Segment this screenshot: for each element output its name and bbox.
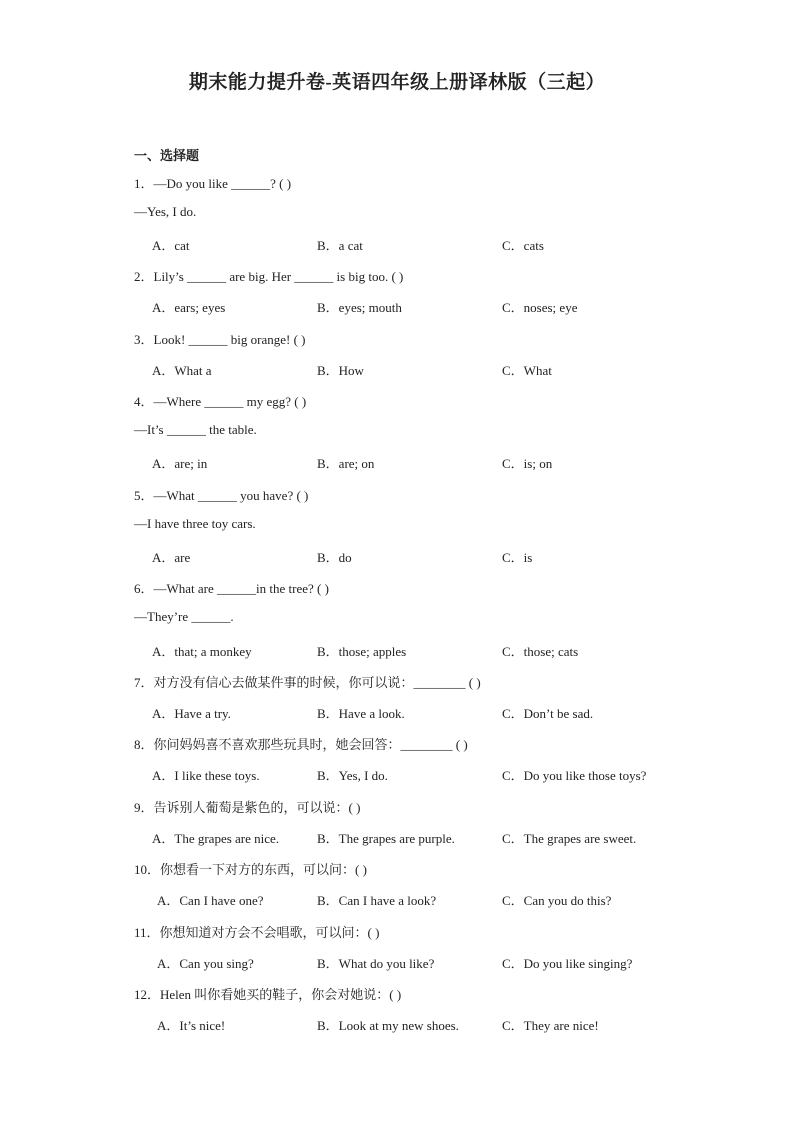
page-title: 期末能力提升卷-英语四年级上册译林版（三起） — [188, 72, 606, 93]
question-1-reply: —Yes, I do. — [134, 204, 197, 219]
q10-option-b[interactable]: B．Can I have a look? — [317, 893, 437, 908]
question-1: 1．—Do you like ______? ( ) — [134, 176, 292, 191]
question-6: 6．—What are ______in the tree? ( ) — [134, 581, 329, 596]
q5-option-a[interactable]: A．are — [152, 550, 191, 565]
q4-option-c[interactable]: C．is; on — [502, 456, 553, 471]
q9-option-c[interactable]: C．The grapes are sweet. — [502, 831, 637, 846]
q3-option-b[interactable]: B．How — [317, 363, 364, 378]
question-8: 8．你问妈妈喜不喜欢那些玩具时，她会回答：________ ( ) — [134, 737, 468, 752]
q10-option-c[interactable]: C．Can you do this? — [502, 893, 612, 908]
q12-option-b[interactable]: B．Look at my new shoes. — [317, 1018, 459, 1033]
q9-option-a[interactable]: A．The grapes are nice. — [152, 831, 280, 846]
q7-option-c[interactable]: C．Don’t be sad. — [502, 706, 594, 721]
q9-option-b[interactable]: B．The grapes are purple. — [317, 831, 455, 846]
question-3: 3．Look! ______ big orange! ( ) — [134, 332, 306, 347]
q1-option-a[interactable]: A．cat — [152, 238, 190, 253]
q11-option-b[interactable]: B．What do you like? — [317, 956, 435, 971]
q8-option-c[interactable]: C．Do you like those toys? — [502, 768, 647, 783]
q6-option-b[interactable]: B．those; apples — [317, 644, 407, 659]
q5-option-b[interactable]: B．do — [317, 550, 352, 565]
q2-option-b[interactable]: B．eyes; mouth — [317, 300, 402, 315]
question-4-reply: —It’s ______ the table. — [134, 422, 257, 437]
q7-option-b[interactable]: B．Have a look. — [317, 706, 405, 721]
q1-option-b[interactable]: B．a cat — [317, 238, 363, 253]
q4-option-b[interactable]: B．are; on — [317, 456, 375, 471]
q12-option-c[interactable]: C．They are nice! — [502, 1018, 599, 1033]
question-5-reply: —I have three toy cars. — [134, 516, 256, 531]
q3-option-a[interactable]: A．What a — [152, 363, 212, 378]
question-9: 9．告诉别人葡萄是紫色的，可以说：( ) — [134, 800, 361, 815]
q8-option-b[interactable]: B．Yes, I do. — [317, 768, 388, 783]
q6-option-a[interactable]: A．that; a monkey — [152, 644, 252, 659]
question-7: 7．对方没有信心去做某件事的时候，你可以说：________ ( ) — [134, 675, 481, 690]
q4-option-a[interactable]: A．are; in — [152, 456, 208, 471]
q10-option-a[interactable]: A．Can I have one? — [157, 893, 264, 908]
q5-option-c[interactable]: C．is — [502, 550, 533, 565]
q1-option-c[interactable]: C．cats — [502, 238, 544, 253]
question-12: 12．Helen 叫你看她买的鞋子，你会对她说：( ) — [134, 987, 402, 1002]
question-4: 4．—Where ______ my egg? ( ) — [134, 394, 307, 409]
q12-option-a[interactable]: A．It’s nice! — [157, 1018, 226, 1033]
q7-option-a[interactable]: A．Have a try. — [152, 706, 231, 721]
question-10: 10．你想看一下对方的东西，可以问：( ) — [134, 862, 367, 877]
question-6-reply: —They’re ______. — [134, 609, 234, 624]
question-2: 2．Lily’s ______ are big. Her ______ is big too. ( ) — [134, 269, 404, 284]
question-5: 5．—What ______ you have? ( ) — [134, 488, 309, 503]
q11-option-a[interactable]: A．Can you sing? — [157, 956, 254, 971]
q2-option-a[interactable]: A．ears; eyes — [152, 300, 226, 315]
q3-option-c[interactable]: C．What — [502, 363, 552, 378]
q2-option-c[interactable]: C．noses; eye — [502, 300, 578, 315]
q8-option-a[interactable]: A．I like these toys. — [152, 768, 260, 783]
question-11: 11．你想知道对方会不会唱歌，可以问：( ) — [134, 925, 380, 940]
q11-option-c[interactable]: C．Do you like singing? — [502, 956, 633, 971]
section-heading: 一、选择题 — [134, 148, 200, 163]
q6-option-c[interactable]: C．those; cats — [502, 644, 579, 659]
